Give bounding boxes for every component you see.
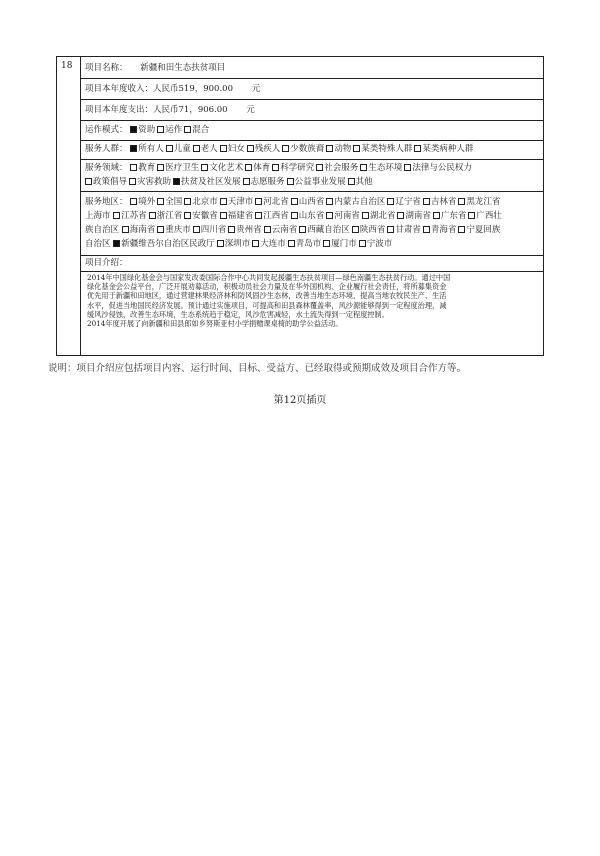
checkbox-unchecked-icon[interactable] <box>130 198 137 205</box>
checkbox-option[interactable] <box>287 177 346 188</box>
checkbox-option[interactable] <box>387 223 421 237</box>
checkbox-option[interactable] <box>166 144 191 155</box>
checkbox-option[interactable] <box>360 163 402 174</box>
service-fields-label: 服务领域： <box>85 163 128 173</box>
checkbox-unchecked-icon[interactable] <box>184 198 191 205</box>
expense-unit: 元 <box>246 105 255 115</box>
introduction-line: 绿化基金会公益平台，广泛开展劝募活动，积极动员社会力量及在华外国机构、企业履行社会责任，将所募集资金 <box>87 282 447 292</box>
checkbox-option[interactable] <box>397 209 431 223</box>
checkbox-unchecked-icon[interactable] <box>193 145 200 152</box>
checkbox-unchecked-icon[interactable] <box>149 212 156 219</box>
checkbox-option[interactable] <box>113 237 215 251</box>
checkbox-label: 湖南省 <box>405 211 431 221</box>
checkbox-label: 内蒙古自治区 <box>334 197 386 207</box>
checkbox-label: 海南省 <box>129 225 156 235</box>
checkbox-option[interactable] <box>201 163 243 174</box>
checkbox-label: 甘肃省 <box>395 225 421 235</box>
checkbox-option[interactable] <box>184 195 218 209</box>
checkbox-option[interactable] <box>404 163 472 174</box>
checkbox-unchecked-icon[interactable] <box>404 164 411 171</box>
checkbox-unchecked-icon[interactable] <box>193 226 200 233</box>
checkbox-label: 广东省 <box>440 211 467 221</box>
checkbox-label: 宁波市 <box>366 239 393 249</box>
checkbox-label: 老人 <box>200 144 218 154</box>
checkbox-option[interactable] <box>433 209 467 223</box>
checkbox-label: 深圳市 <box>224 239 251 249</box>
checkbox-label: 某类特殊人群 <box>361 144 413 154</box>
checkbox-label: 天津市 <box>227 197 254 207</box>
checkbox-option[interactable] <box>85 177 127 188</box>
checkbox-option[interactable] <box>272 163 314 174</box>
income-row <box>81 79 543 100</box>
checkbox-label: 辽宁省 <box>395 197 421 207</box>
checkbox-label: 广西壮 <box>476 211 502 221</box>
checkbox-label: 资助 <box>138 125 156 135</box>
checkbox-option[interactable] <box>458 195 500 209</box>
checkbox-option[interactable] <box>264 223 298 237</box>
row-number: 18 <box>61 61 73 71</box>
introduction-text <box>87 273 537 328</box>
introduction-line: 2014年度开展了向新疆和田县郎如乡努斯亚村小学捐赠课桌椅的助学公益活动。 <box>87 319 343 329</box>
checkbox-unchecked-icon[interactable] <box>326 198 333 205</box>
checkbox-option[interactable] <box>220 195 254 209</box>
checkbox-unchecked-icon[interactable] <box>130 164 137 171</box>
checkbox-option[interactable] <box>326 144 351 155</box>
checkbox-unchecked-icon[interactable] <box>228 226 235 233</box>
checkbox-checked-icon[interactable] <box>113 240 120 247</box>
service-regions-line2-prefix: 上海市 <box>85 211 111 221</box>
service-regions-options-line4 <box>113 239 394 249</box>
checkbox-unchecked-icon[interactable] <box>157 198 164 205</box>
checkbox-option[interactable] <box>243 177 285 188</box>
checkbox-label: 吉林省 <box>430 197 457 207</box>
checkbox-label: 教育 <box>138 163 156 173</box>
checkbox-label: 儿童 <box>173 144 191 154</box>
checkbox-unchecked-icon[interactable] <box>255 198 262 205</box>
checkbox-checked-icon[interactable] <box>130 145 137 152</box>
checkbox-unchecked-icon[interactable] <box>323 240 330 247</box>
checkbox-label: 浙江省 <box>156 211 183 221</box>
expense-label: 项目本年度支出： <box>85 105 154 115</box>
checkbox-option[interactable] <box>323 237 357 251</box>
service-regions-options-line3 <box>122 225 503 235</box>
checkbox-label: 宁夏回族 <box>466 225 501 235</box>
checkbox-checked-icon[interactable] <box>173 178 180 185</box>
checkbox-label: 云南省 <box>271 225 298 235</box>
checkbox-label: 江苏省 <box>121 211 147 221</box>
checkbox-option[interactable] <box>157 223 191 237</box>
checkbox-label: 文化艺术 <box>209 163 244 173</box>
checkbox-label: 重庆市 <box>165 225 191 235</box>
checkbox-unchecked-icon[interactable] <box>220 198 227 205</box>
checkbox-unchecked-icon[interactable] <box>468 212 475 219</box>
checkbox-option[interactable] <box>359 237 393 251</box>
checkbox-label: 四川省 <box>200 225 227 235</box>
checkbox-option[interactable] <box>352 223 386 237</box>
checkbox-unchecked-icon[interactable] <box>397 212 404 219</box>
checkbox-unchecked-icon[interactable] <box>353 145 360 152</box>
checkbox-option[interactable] <box>129 177 171 188</box>
checkbox-unchecked-icon[interactable] <box>184 212 191 219</box>
checkbox-option[interactable] <box>282 144 324 155</box>
checkbox-checked-icon[interactable] <box>130 126 137 133</box>
checkbox-option[interactable] <box>247 144 281 155</box>
service-regions-row <box>81 192 543 256</box>
checkbox-unchecked-icon[interactable] <box>458 226 465 233</box>
checkbox-option[interactable] <box>348 177 373 188</box>
service-regions-options-line2 <box>113 211 504 221</box>
checkbox-unchecked-icon[interactable] <box>288 240 295 247</box>
checkbox-option[interactable] <box>173 177 241 188</box>
checkbox-label: 湖北省 <box>369 211 396 221</box>
checkbox-label: 新疆维吾尔自治区民政厅 <box>121 239 215 249</box>
checkbox-option[interactable] <box>113 209 147 223</box>
checkbox-label: 河北省 <box>263 197 289 207</box>
checkbox-option[interactable] <box>245 163 270 174</box>
introduction-line: 水平，促进当地国民经济发展。预计通过实施项目，可提高和田县森林覆盖率，风沙源能够得到一定程度治理，减 <box>87 300 447 310</box>
checkbox-unchecked-icon[interactable] <box>220 212 227 219</box>
checkbox-label: 社会服务 <box>324 163 359 173</box>
checkbox-unchecked-icon[interactable] <box>414 145 421 152</box>
checkbox-label: 残疾人 <box>254 144 281 154</box>
checkbox-label: 政策倡导 <box>93 177 128 187</box>
introduction-label: 项目介绍： <box>85 258 128 268</box>
operation-mode-options <box>130 125 211 135</box>
checkbox-option[interactable] <box>130 195 155 209</box>
checkbox-unchecked-icon[interactable] <box>157 126 164 133</box>
checkbox-label: 江西省 <box>263 211 289 221</box>
expense-value: 人民币71，906.00 <box>153 105 228 115</box>
checkbox-option[interactable] <box>353 144 412 155</box>
introduction-line: 2014年中国绿化基金会与国家发改委国际合作中心共同发起援疆生态扶贫项目—绿色南疆生态扶贫行动。通过中国 <box>87 273 451 282</box>
checkbox-label: 妇女 <box>227 144 245 154</box>
checkbox-option[interactable] <box>468 209 502 223</box>
service-groups-row <box>81 141 543 160</box>
checkbox-option[interactable] <box>157 163 199 174</box>
checkbox-unchecked-icon[interactable] <box>243 178 250 185</box>
checkbox-label: 体育 <box>253 163 271 173</box>
checkbox-label: 福建省 <box>227 211 254 221</box>
checkbox-label: 动物 <box>334 144 352 154</box>
introduction-line: 缓风沙侵蚀，改善生态环境，生态系统趋于稳定，风沙危害减轻，水土流失得到一定程度控制。 <box>87 309 389 319</box>
checkbox-option[interactable] <box>387 195 421 209</box>
checkbox-label: 医疗卫生 <box>165 163 200 173</box>
checkbox-option[interactable] <box>362 209 396 223</box>
checkbox-label: 安徽省 <box>192 211 218 221</box>
checkbox-label: 灾害救助 <box>137 177 172 187</box>
operation-mode-row <box>81 121 543 141</box>
checkbox-label: 扶贫及社区发展 <box>181 177 241 187</box>
checkbox-option[interactable] <box>255 195 289 209</box>
checkbox-unchecked-icon[interactable] <box>387 198 394 205</box>
checkbox-unchecked-icon[interactable] <box>348 178 355 185</box>
checkbox-unchecked-icon[interactable] <box>113 212 120 219</box>
checkbox-label: 黑龙江省 <box>466 197 501 207</box>
income-label: 项目本年度收入： <box>85 84 154 94</box>
project-details <box>81 57 543 355</box>
checkbox-unchecked-icon[interactable] <box>287 178 294 185</box>
checkbox-unchecked-icon[interactable] <box>433 212 440 219</box>
checkbox-unchecked-icon[interactable] <box>157 226 164 233</box>
service-regions-label: 服务地区： <box>85 197 128 207</box>
service-regions-line4-prefix: 自治区 <box>85 239 111 249</box>
checkbox-option[interactable] <box>157 195 182 209</box>
income-value: 人民币519，900.00 <box>153 84 233 94</box>
checkbox-unchecked-icon[interactable] <box>326 212 333 219</box>
introduction-row <box>81 256 543 356</box>
checkbox-unchecked-icon[interactable] <box>272 164 279 171</box>
checkbox-unchecked-icon[interactable] <box>245 164 252 171</box>
checkbox-option[interactable] <box>130 144 164 155</box>
checkbox-label: 山西省 <box>298 197 325 207</box>
checkbox-label: 全国 <box>165 197 183 207</box>
checkbox-unchecked-icon[interactable] <box>299 226 306 233</box>
checkbox-label: 贵州省 <box>236 225 262 235</box>
checkbox-label: 生态环境 <box>368 163 403 173</box>
income-unit: 元 <box>251 84 261 94</box>
checkbox-unchecked-icon[interactable] <box>291 198 298 205</box>
project-name-label: 项目名称： <box>85 63 128 73</box>
service-groups-label: 服务人群： <box>85 144 128 154</box>
checkbox-label: 北京市 <box>192 197 218 207</box>
checkbox-label: 运作 <box>165 125 183 135</box>
checkbox-label: 所有人 <box>138 144 164 154</box>
checkbox-option[interactable] <box>288 237 322 251</box>
checkbox-option[interactable] <box>217 237 251 251</box>
checkbox-label: 法律与公民权力 <box>412 163 472 173</box>
checkbox-unchecked-icon[interactable] <box>423 226 430 233</box>
checkbox-unchecked-icon[interactable] <box>252 240 259 247</box>
checkbox-unchecked-icon[interactable] <box>217 240 224 247</box>
service-fields-row <box>81 160 543 192</box>
checkbox-option[interactable] <box>130 125 155 136</box>
introduction-divider <box>81 271 543 272</box>
checkbox-unchecked-icon[interactable] <box>291 212 298 219</box>
checkbox-unchecked-icon[interactable] <box>166 145 173 152</box>
checkbox-option[interactable] <box>228 223 262 237</box>
project-table <box>56 56 544 356</box>
checkbox-unchecked-icon[interactable] <box>316 164 323 171</box>
service-regions-line3-prefix: 族自治区 <box>85 225 120 235</box>
project-name-value: 新疆和田生态扶贫项目 <box>140 63 226 73</box>
checkbox-label: 少数族裔 <box>290 144 325 154</box>
service-fields-options-line2 <box>85 177 375 187</box>
checkbox-unchecked-icon[interactable] <box>362 212 369 219</box>
checkbox-label: 境外 <box>138 197 156 207</box>
checkbox-unchecked-icon[interactable] <box>122 226 129 233</box>
checkbox-option[interactable] <box>184 125 209 136</box>
checkbox-label: 河南省 <box>334 211 360 221</box>
checkbox-unchecked-icon[interactable] <box>458 198 465 205</box>
checkbox-unchecked-icon[interactable] <box>220 145 227 152</box>
checkbox-option[interactable] <box>423 195 457 209</box>
operation-mode-label: 运作模式： <box>85 125 128 135</box>
checkbox-option[interactable] <box>423 223 457 237</box>
checkbox-unchecked-icon[interactable] <box>387 226 394 233</box>
checkbox-unchecked-icon[interactable] <box>360 164 367 171</box>
checkbox-option[interactable] <box>122 223 156 237</box>
page-footer: 第12页插页 <box>273 395 327 406</box>
checkbox-unchecked-icon[interactable] <box>282 145 289 152</box>
checkbox-unchecked-icon[interactable] <box>326 145 333 152</box>
checkbox-label: 大连市 <box>260 239 286 249</box>
checkbox-option[interactable] <box>193 223 227 237</box>
checkbox-option[interactable] <box>291 195 325 209</box>
row-number-column <box>57 57 81 355</box>
expense-row <box>81 100 543 121</box>
checkbox-label: 志愿服务 <box>250 177 285 187</box>
checkbox-unchecked-icon[interactable] <box>247 145 254 152</box>
checkbox-option[interactable] <box>220 144 245 155</box>
checkbox-unchecked-icon[interactable] <box>359 240 366 247</box>
checkbox-label: 其他 <box>355 177 373 187</box>
checkbox-label: 山东省 <box>298 211 325 221</box>
project-name-row <box>81 57 543 79</box>
checkbox-option[interactable] <box>149 209 183 223</box>
checkbox-option[interactable] <box>299 223 350 237</box>
checkbox-option[interactable] <box>316 163 358 174</box>
checkbox-unchecked-icon[interactable] <box>157 164 164 171</box>
introduction-line: 优先用于新疆和田地区，通过营建林果经济林和防风固沙生态林，改善当地生态环境，提高当地农牧民生产、生活 <box>87 291 447 301</box>
checkbox-option[interactable] <box>458 223 500 237</box>
service-groups-options <box>130 144 475 154</box>
checkbox-option[interactable] <box>255 209 289 223</box>
checkbox-option[interactable] <box>157 125 182 136</box>
checkbox-unchecked-icon[interactable] <box>201 164 208 171</box>
checkbox-unchecked-icon[interactable] <box>423 198 430 205</box>
checkbox-label: 青岛市 <box>295 239 322 249</box>
checkbox-label: 青海省 <box>430 225 457 235</box>
checkbox-label: 公益事业发展 <box>294 177 346 187</box>
checkbox-option[interactable] <box>252 237 286 251</box>
checkbox-unchecked-icon[interactable] <box>184 126 191 133</box>
checkbox-option[interactable] <box>130 163 155 174</box>
checkbox-label: 某类病种人群 <box>422 144 474 154</box>
checkbox-option[interactable] <box>184 209 218 223</box>
checkbox-unchecked-icon[interactable] <box>255 212 262 219</box>
checkbox-option[interactable] <box>414 144 473 155</box>
checkbox-option[interactable] <box>291 209 325 223</box>
checkbox-unchecked-icon[interactable] <box>264 226 271 233</box>
checkbox-label: 西藏自治区 <box>307 225 350 235</box>
service-fields-options-line1 <box>130 163 474 173</box>
checkbox-label: 混合 <box>192 125 210 135</box>
checkbox-unchecked-icon[interactable] <box>129 178 136 185</box>
checkbox-unchecked-icon[interactable] <box>352 226 359 233</box>
service-regions-options-line1 <box>130 197 502 207</box>
checkbox-label: 科学研究 <box>280 163 315 173</box>
checkbox-option[interactable] <box>326 195 385 209</box>
checkbox-option[interactable] <box>193 144 218 155</box>
checkbox-option[interactable] <box>326 209 360 223</box>
checkbox-label: 陕西省 <box>359 225 386 235</box>
checkbox-unchecked-icon[interactable] <box>85 178 92 185</box>
explanation-note: 说明：项目介绍应包括项目内容、运行时间、目标、受益方、已经取得或预期成效及项目合作方等。 <box>48 363 467 374</box>
checkbox-label: 厦门市 <box>331 239 357 249</box>
checkbox-option[interactable] <box>220 209 254 223</box>
